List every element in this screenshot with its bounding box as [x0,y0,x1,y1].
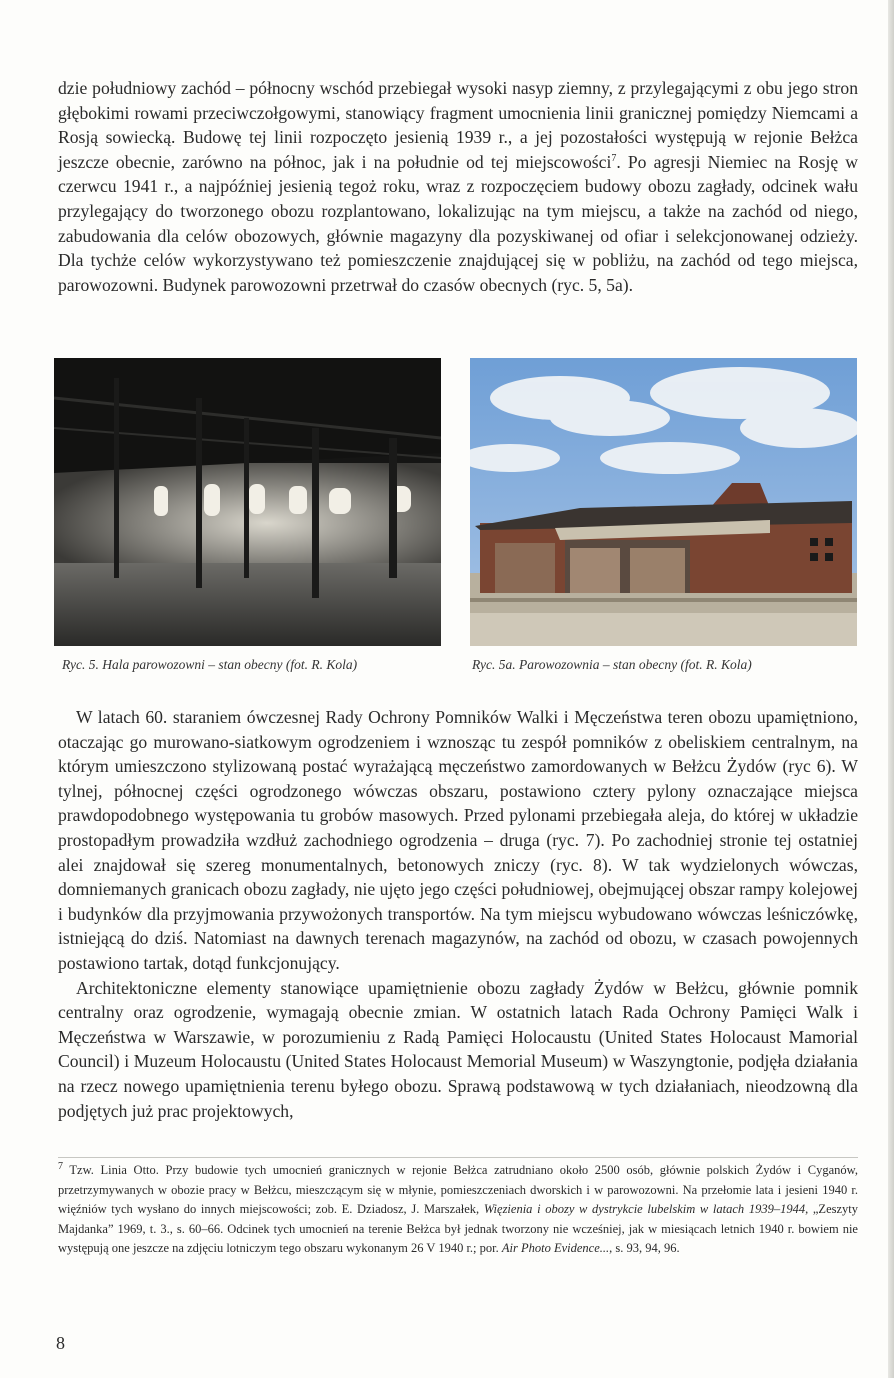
footnote-title-1: Więzienia i obozy w dystrykcie lubelskim w latach 1939–1944 [483,1202,806,1216]
page-number: 8 [56,1333,65,1353]
figure-5-caption: Ryc. 5. Hala parowozowni – stan obecny (fot. R. Kola) [62,657,358,672]
figure-5a-caption: Ryc. 5a. Parowozownia – stan obecny (fot. R. Kola) [472,657,752,672]
paragraph-1-text-a: dzie południowy zachód – północny wschód przebiegał wysoki nasyp ziemny, z przylegającymi z obu jego stron głębokimi rowami przeciwczołgowymi, stanowiący fragment umocnienia linii granicznej pomiędzy Niemcami a Rosją sowiecką. Budowę tej linii rozpoczęto jesienią 1939 r., a jej pozostałości występują w rejonie Bełżca jeszcze obecnie, zarówno na północ, jak i na południe od tej miejscowości [58,78,858,172]
body-text-lower [58,705,858,1123]
paragraph-2: W latach 60. staraniem ówczesnej Rady Ochrony Pomników Walki i Męczeństwa teren obozu upamiętniono, otaczając go murowano-siatkowym ogrodzeniem i wznosząc tu zespół pomników z obeliskiem centralnym, na którym umieszczono stylizowaną postać wyrażającą męczeństwo zamordowanych w Bełżcu Żydów (ryc 6). W tylnej, północnej części ogrodzonego wówczas obszaru, postawiono cztery pylony oznaczające miejsca prawdopodobnego występowania tu grobów masowych. Przed pylonami przebiegała aleja, do której w układzie prostopadłym prowadziła wzdłuż zachodniego ogrodzenia – druga (ryc. 7). Po zachodniej stronie tej ostatniej alei znajdował się szereg monumentalnych, betonowych zniczy (ryc. 8). W tak wydzielonych wówczas, domniemanych granicach obozu zagłady, nie ujęto jego części południowej, obejmującej obszar rampy kolejowej i budynków dla przyjmowania przywożonych transportów. Na tym miejscu wybudowano wówczas leśniczówkę, istniejącą do dziś. Natomiast na dawnych terenach magazynów, na zachód od obozu, w czasach powojennych postawiono tartak, dotąd funkcjonujący. [58,707,858,973]
paragraph-1-text-b: . Po agresji Niemiec na Rosję w czerwcu 1941 r., a najpóźniej jesienią tegoż roku, wraz z rozpoczęciem budowy obozu zagłady, odcinek wału przylegający do tworzonego obozu rozplantowano, lokalizując na tym miejscu, a także na zachód od niego, zabudowania dla celów obozowych, głównie magazyny dla pozyskiwanej od ofiar i selekcjonowanej odzieży. Dla tychże celów wykorzystywano też pomieszczenie znajdującej się w pobliżu, na zachód od tego miejsca, parowozowni. Budynek parowozowni przetrwał do czasów obecnych (ryc. 5, 5a). [58,151,859,295]
photo-locomotive-shed-exterior [470,358,857,646]
footnote-divider [58,1157,858,1158]
footnote-title-2: Air Photo Evidence... [501,1241,610,1255]
photo-locomotive-hall-interior [54,358,441,646]
footnote-ref[interactable]: 7 [611,152,617,164]
footnote-text-1: Tzw. Linia Otto. Przy budowie tych umocnień granicznych w rejonie Bełżca zatrudniano około 2500 osób, głównie polskich Żydów i Cyganów, przetrzymywanych w obozie pracy w Bełżcu, mieszczącym się w młynie, pomieszczeniach dworskich i w parowozowni. Na przełomie lata i jesieni 1940 r. więźniów tych wysłano do innych miejscowości; zob. E. Dziadosz, J. Marszałek, [58,1163,858,1216]
footnote-number: 7 [58,1160,63,1172]
footnote-text-2: , „Zeszyty Majdanka” 1969, t. 3., s. 60–66. Odcinek tych umocnień na terenie Bełżca był jednak tworzony nie wcześniej, jak w miesiącach letnich 1940 r. bowiem nie występują one jeszcze na zdjęciu lotniczym tego obszaru wykonanym 26 V 1940 r.; por. [58,1202,858,1255]
page-edge [888,0,894,1378]
paragraph-1 [58,76,858,297]
footnote-text-3: , s. 93, 94, 96. [609,1241,680,1255]
paragraph-3: Architektoniczne elementy stanowiące upamiętnienie obozu zagłady Żydów w Bełżcu, głównie pomnik centralny oraz ogrodzenie, wymagają obecnie zmian. W ostatnich latach Rada Ochrony Pamięci Walk i Męczeństwa w Warszawie, w porozumieniu z Radą Pamięci Holocaustu (United States Holocaust Mamorial Council) i Muzeum Holocaustu (United States Holocaust Memorial Museum) w Waszyngtonie, podjęła działania na rzecz nowego upamiętnienia terenu byłego obozu. Sprawą podstawową w tych działaniach, nieodzowną dla podjętych już prac projektowych, [58,977,858,1121]
footnote-7 [58,1161,858,1259]
